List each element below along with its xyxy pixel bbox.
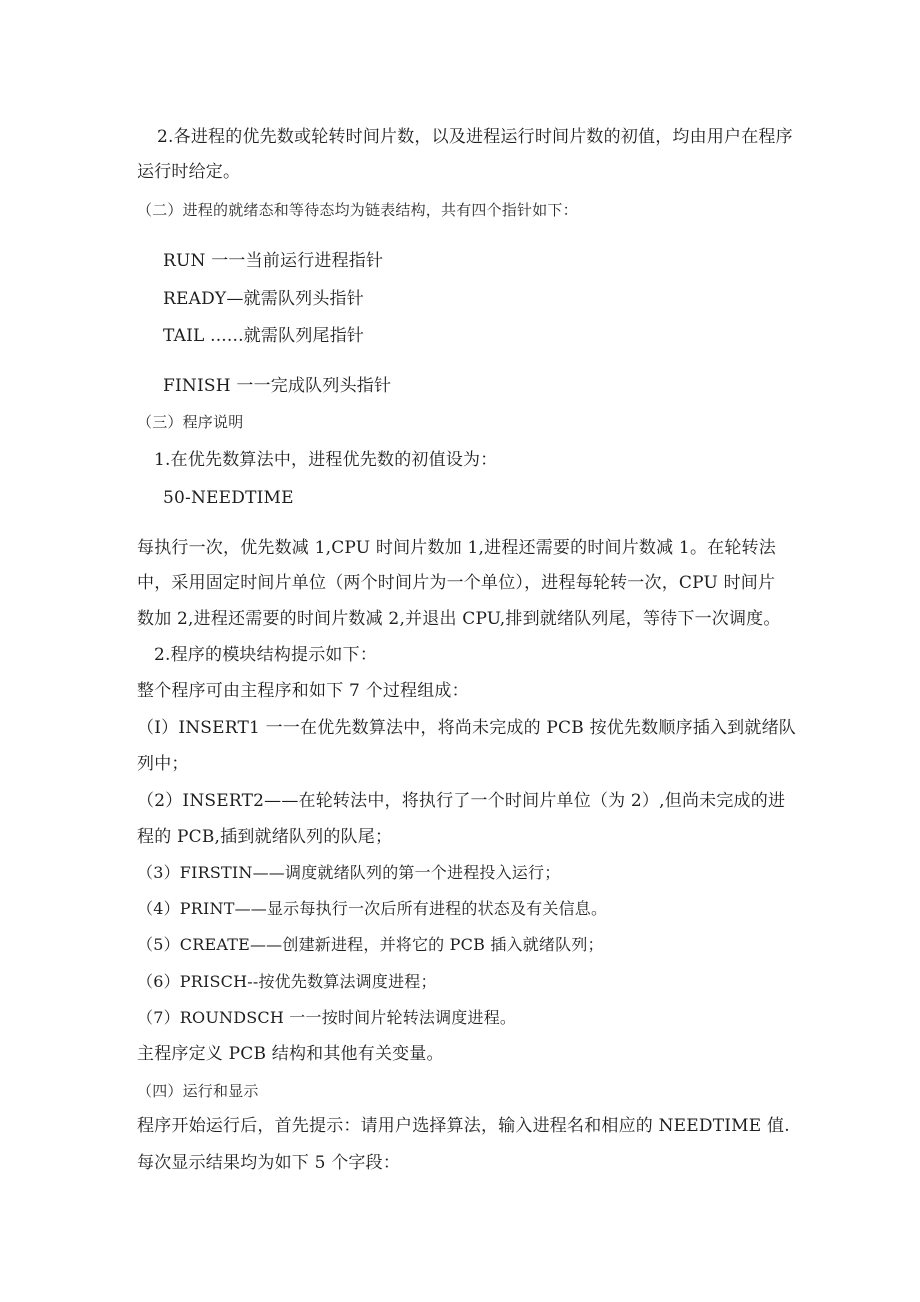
pointer-run: RUN 一一当前运行进程指针 [163,251,384,271]
paragraph-line: 数加 2,进程还需要的时间片数减 2,并退出 CPU,排到就绪队列尾，等待下一次调度。 [137,609,781,629]
paragraph-line: 主程序定义 PCB 结构和其他有关变量。 [137,1044,444,1064]
paragraph-line: 2.各进程的优先数或轮转时间片数，以及进程运行时间片数的初值，均由用户在程序 [157,127,793,147]
pointer-ready: READY—就需队列头指针 [163,289,364,309]
paragraph-line: 每执行一次，优先数减 1,CPU 时间片数加 1,进程还需要的时间片数减 1。在轮转法 [137,538,776,558]
list-item: （3）FIRSTIN——调度就绪队列的第一个进程投入运行； [137,863,561,882]
list-item: （6）PRISCH--按优先数算法调度进程； [137,972,437,991]
paragraph-line: 1.在优先数算法中，进程优先数的初值设为： [154,450,498,470]
list-item-continuation: 程的 PCB,插到就绪队列的队尾； [137,827,393,847]
paragraph-line: 整个程序可由主程序和如下 7 个过程组成： [137,681,469,701]
pointer-finish: FINISH 一一完成队列头指针 [163,376,392,396]
list-item: （7）ROUNDSCH 一一按时间片轮转法调度进程。 [137,1008,517,1027]
pointer-tail: TAIL ......就需队列尾指针 [163,326,365,346]
list-item-continuation: 列中； [137,754,189,774]
list-item: （5）CREATE——创建新进程，并将它的 PCB 插入就绪队列； [137,935,604,954]
list-item: （4）PRINT——显示每执行一次后所有进程的状态及有关信息。 [137,899,608,918]
paragraph-line: 程序开始运行后，首先提示：请用户选择算法，输入进程名和相应的 NEEDTIME 值. [137,1116,790,1136]
paragraph-line: 每次显示结果均为如下 5 个字段： [137,1153,401,1173]
paragraph-line: 中，采用固定时间片单位（两个时间片为一个单位），进程每轮转一次，CPU 时间片 [137,573,776,593]
paragraph-line: 运行时给定。 [137,162,241,182]
section-heading-2: （二）进程的就绪态和等待态均为链表结构，共有四个指针如下： [137,201,578,219]
section-heading-4: （四）运行和显示 [137,1082,259,1100]
section-heading-3: （三）程序说明 [137,413,244,431]
list-item: （2）INSERT2——在轮转法中，将执行了一个时间片单位（为 2）,但尚未完成的进 [137,791,786,811]
paragraph-line: 2.程序的模块结构提示如下： [154,645,378,665]
list-item: （I）INSERT1 一一在优先数算法中，将尚未完成的 PCB 按优先数顺序插入到就绪队 [137,718,796,738]
formula-line: 50-NEEDTIME [163,488,294,508]
